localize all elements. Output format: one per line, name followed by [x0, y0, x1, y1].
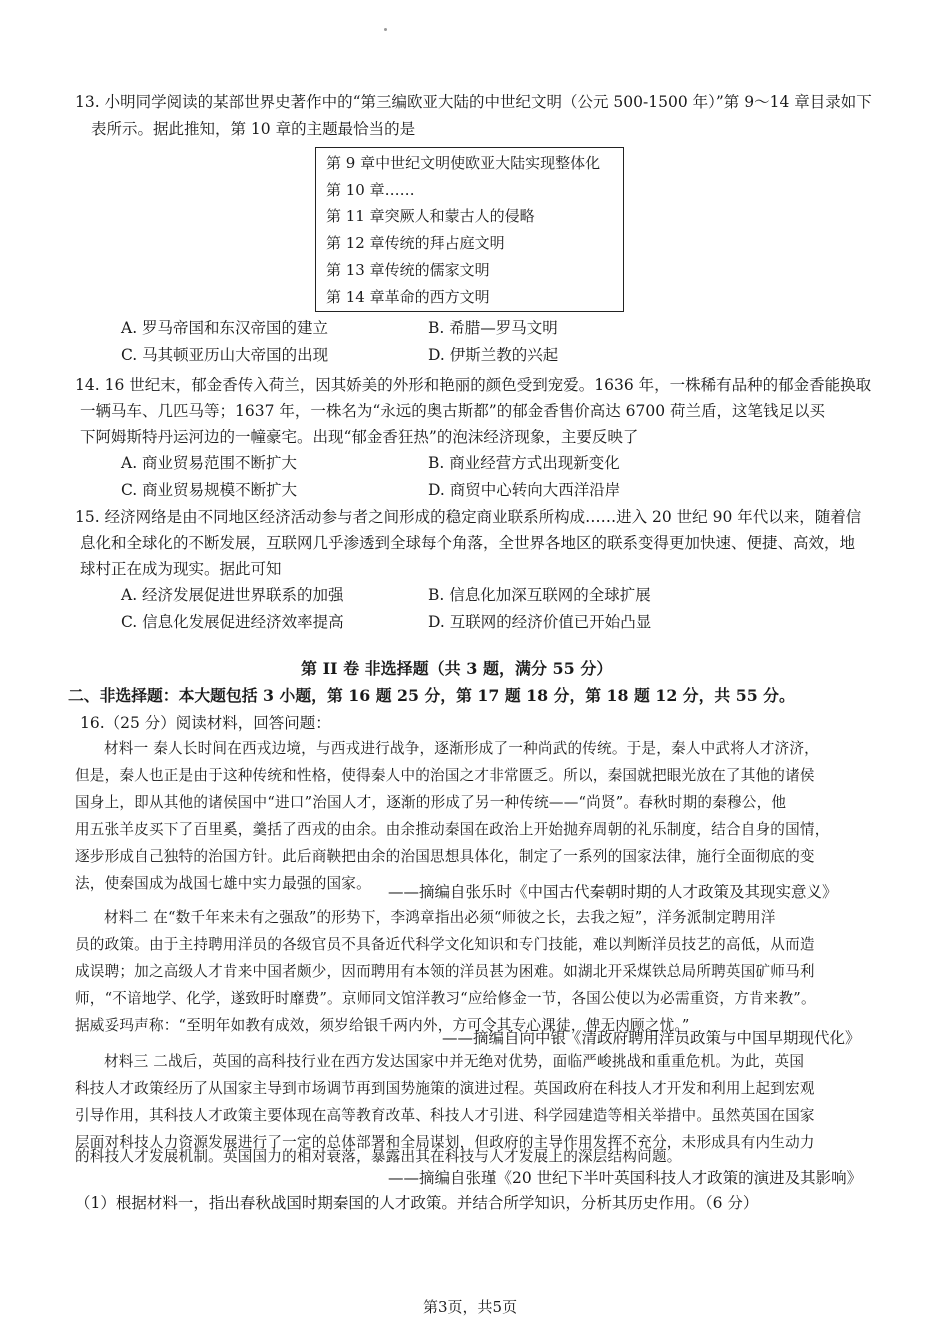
material-2-line: 材料二 在“数千年来未有之强敌”的形势下，李鸿章指出必须“师彼之长，去我之短”，洋务派制定聘用洋 [104, 909, 776, 926]
q15-option-a: A. 经济发展促进世界联系的加强 [121, 586, 344, 604]
toc-row: 第 9 章中世纪文明使欧亚大陆实现整体化 [326, 154, 601, 172]
q13-option-c: C. 马其顿亚历山大帝国的出现 [121, 346, 329, 364]
material-2-source: ——摘编自向中银《清政府聘用洋员政策与中国早期现代化》 [442, 1029, 861, 1047]
material-3-line: 材料三 二战后，英国的高科技行业在西方发达国家中并无绝对优势，面临严峻挑战和重重危机。为此，英国 [104, 1053, 805, 1070]
q15-stem-line3: 球村正在成为现实。据此可知 [80, 560, 282, 578]
q14-option-b: B. 商业经营方式出现新变化 [428, 454, 620, 472]
q15-option-d: D. 互联网的经济价值已开始凸显 [428, 613, 652, 631]
toc-row: 第 11 章突厥人和蒙古人的侵略 [326, 207, 535, 226]
q13-stem-line2: 表所示。据此推知，第 10 章的主题最恰当的是 [91, 120, 416, 138]
q13-option-a: A. 罗马帝国和东汉帝国的建立 [121, 319, 329, 337]
material-1-source: ——摘编自张乐时《中国古代秦朝时期的人才政策及其现实意义》 [388, 883, 838, 901]
toc-row: 第 13 章传统的儒家文明 [326, 260, 490, 279]
material-1-line: 用五张羊皮买下了百里奚，羹括了西戎的由余。由余推动秦国在政治上开始抛弃周朝的礼乐制度，结合自身的国情， [75, 821, 830, 838]
material-3-line: 的科技人才发展机制。英国国力的相对衰落，暴露出其在科技与人才发展上的深层结构问题。 [75, 1148, 682, 1165]
toc-row: 第 12 章传统的拜占庭文明 [326, 234, 505, 253]
q13-stem-line1: 13. 小明同学阅读的某部世界史著作中的“第三编欧亚大陆的中世纪文明（公元 500-1500 年）”第 9～14 章目录如下 [75, 93, 872, 111]
material-3-line: 层面对科技人力资源发展进行了一定的总体部署和全局谋划，但政府的主导作用发挥不充分，未形成具有内生动力 [75, 1134, 815, 1151]
q14-option-c: C. 商业贸易规模不断扩大 [121, 481, 298, 499]
q14-stem-line1: 14. 16 世纪末，郁金香传入荷兰，因其娇美的外形和艳丽的颜色受到宠爱。1636 年，一株稀有品种的郁金香能换取 [75, 376, 872, 394]
q14-stem-line3: 下阿姆斯特丹运河边的一幢豪宅。出现“郁金香狂热”的泡沫经济现象，主要反映了 [80, 428, 639, 446]
q13-option-b: B. 希腊—罗马文明 [428, 319, 558, 337]
q13-option-d: D. 伊斯兰教的兴起 [428, 346, 559, 364]
q16-intro: 16.（25 分）阅读材料，回答问题： [80, 714, 331, 732]
q14-option-a: A. 商业贸易范围不断扩大 [121, 454, 298, 472]
q15-stem-line2: 息化和全球化的不断发展，互联网几乎渗透到全球每个角落，全世界各地区的联系变得更加快速、便捷、高效，地 [80, 534, 856, 552]
scan-speck [384, 28, 387, 31]
q15-option-c: C. 信息化发展促进经济效率提高 [121, 613, 344, 631]
material-1-line: 逐步形成自己独特的治国方针。此后商鞅把由余的治国思想具体化，制定了一系列的国家法律，施行全面彻底的变 [75, 848, 815, 865]
page-number: 第3页，共5页 [423, 1298, 518, 1316]
material-1-line: 法，使秦国成为战国七雄中实力最强的国家。 [75, 875, 371, 892]
material-1-line: 国身上，即从其他的诸侯国中“进口”治国人才，逐渐的形成了另一种传统——“尚贤”。春秋时期的秦穆公，他 [75, 794, 787, 811]
toc-row: 第 14 章革命的西方文明 [326, 287, 490, 306]
q15-option-b: B. 信息化加深互联网的全球扩展 [428, 586, 651, 604]
q15-stem-line1: 15. 经济网络是由不同地区经济活动参与者之间形成的稳定商业联系所构成……进入 20 世纪 90 年代以来，随着信 [75, 508, 862, 526]
material-3-source: ——摘编自张瑾《20 世纪下半叶英国科技人才政策的演进及其影响》 [388, 1169, 863, 1187]
material-2-line: 师，“不谙地学、化学，遂致盱时靡费”。京师同文馆洋教习“应给修金一节，各国公使以为必需重资，方肯来教”。 [75, 990, 816, 1007]
material-1-line: 但是，秦人也正是由于这种传统和性格，使得秦人中的治国之才非常匮乏。所以，秦国就把眼光放在了其他的诸侯 [75, 767, 815, 784]
section-heading: 二、非选择题：本大题包括 3 小题，第 16 题 25 分，第 17 题 18 分，第 18 题 12 分，共 55 分。 [68, 686, 795, 705]
material-2-line: 成误聘；加之高级人才肯来中国者颇少，因而聘用有本领的洋员甚为困难。如湖北开采煤铁总局所聘英国矿师马利 [75, 963, 815, 980]
section-title: 第 II 卷 非选择题（共 3 题，满分 55 分） [301, 659, 613, 678]
material-2-line: 员的政策。由于主持聘用洋员的各级官员不具备近代科学文化知识和专门技能，难以判断洋员技艺的高低，从而造 [75, 936, 815, 953]
q16-subquestion-1: （1）根据材料一，指出春秋战国时期秦国的人才政策。并结合所学知识，分析其历史作用。（6 分） [75, 1194, 759, 1212]
material-3-line: 科技人才政策经历了从国家主导到市场调节再到国势施策的演进过程。英国政府在科技人才开发和利用上起到宏观 [75, 1080, 815, 1097]
q14-option-d: D. 商贸中心转向大西洋沿岸 [428, 481, 621, 499]
material-3-line: 引导作用，其科技人才政策主要体现在高等教育改革、科技人才引进、科学园建造等相关举措中。虽然英国在国家 [75, 1107, 815, 1124]
q13-toc-table [315, 147, 624, 312]
q14-stem-line2: 一辆马车、几匹马等；1637 年，一株名为“永远的奥古斯都”的郁金香售价高达 6700 荷兰盾，这笔钱足以买 [80, 402, 826, 420]
material-2-line: 据威妥玛声称：“至明年如教有成效，须岁给银千两内外，方可令其专心课徒，俾无内顾之忧。” [75, 1017, 690, 1034]
material-1-line: 材料一 秦人长时间在西戎边境，与西戎进行战争，逐渐形成了一种尚武的传统。于是，秦人中武将人才济济， [104, 740, 819, 757]
toc-row: 第 10 章…… [326, 180, 415, 199]
